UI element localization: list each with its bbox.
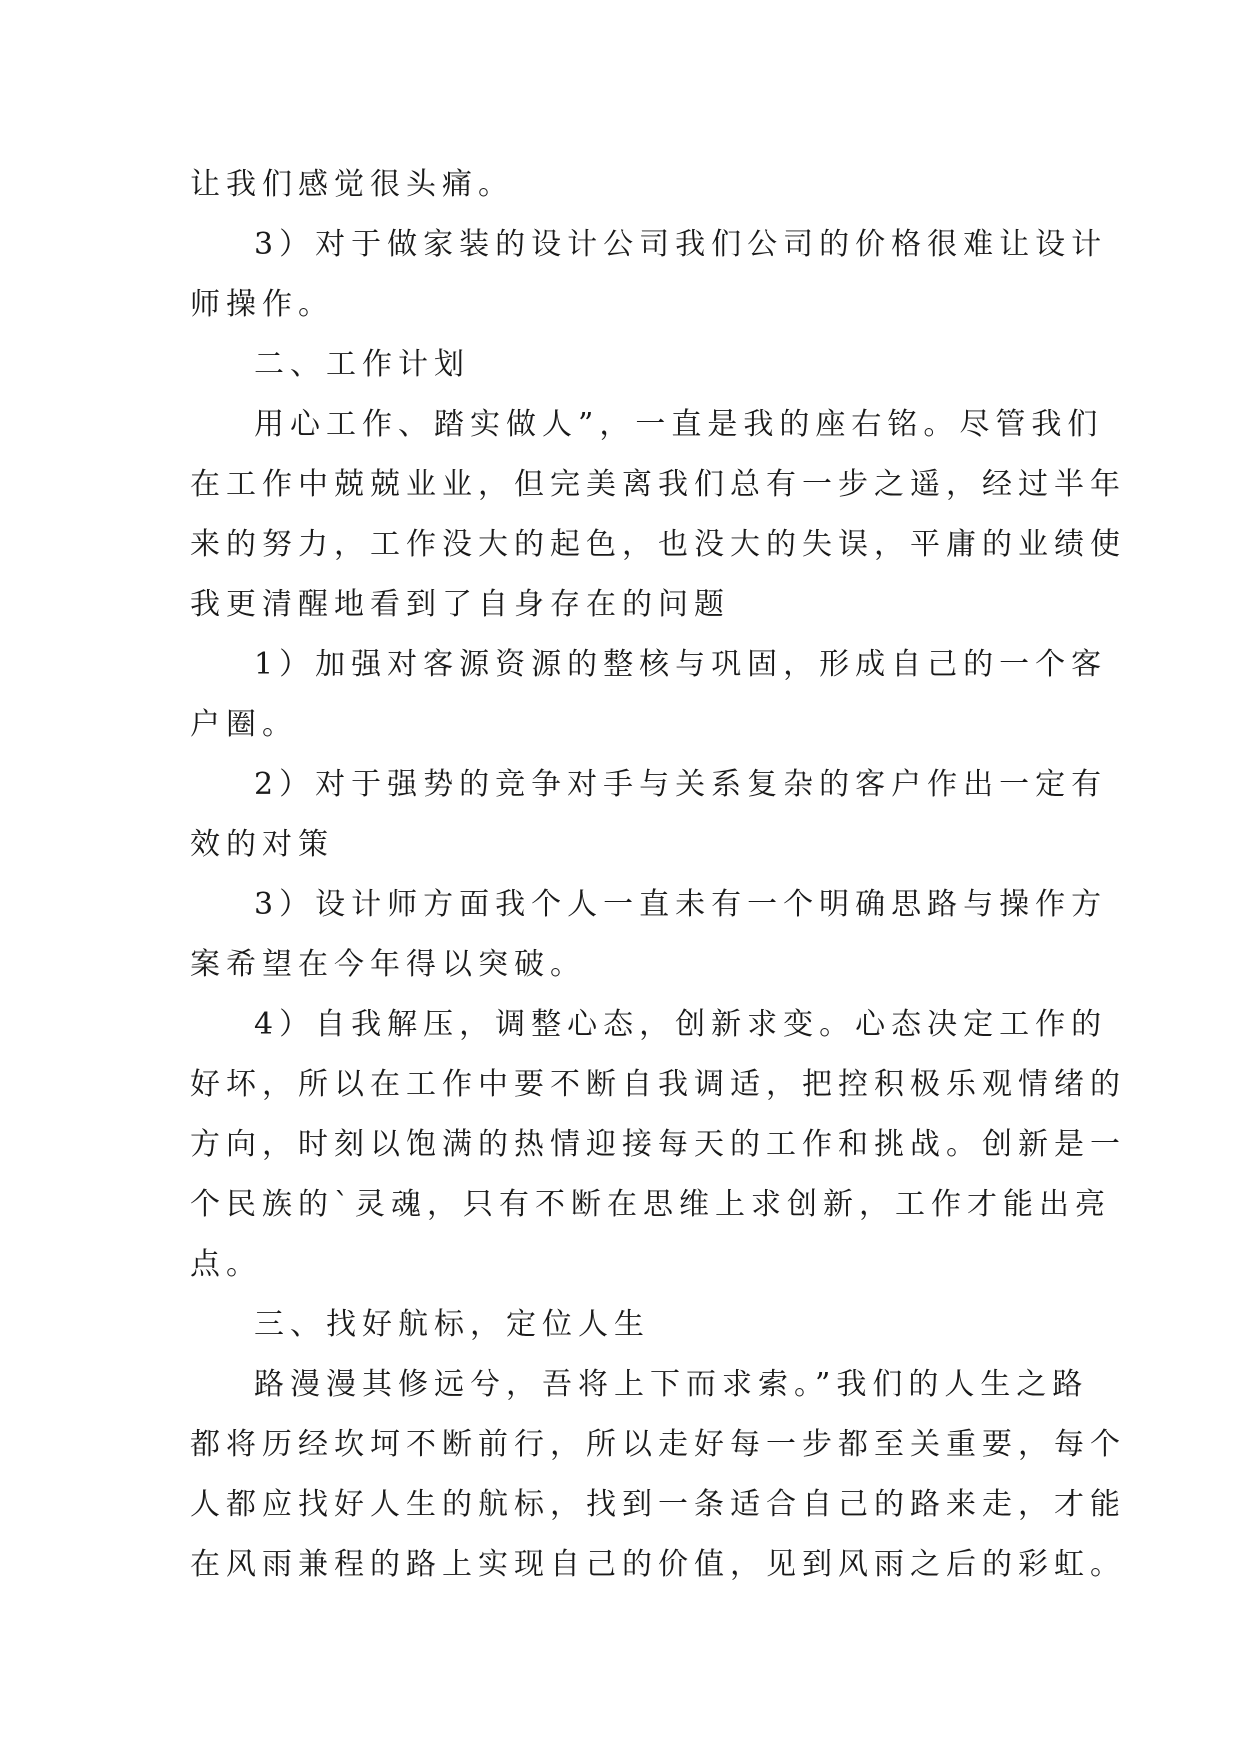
text-line: 在风雨兼程的路上实现自己的价值，见到风雨之后的彩虹。 bbox=[190, 1547, 1126, 1582]
text-line: 4）自我解压，调整心态，创新求变。心态决定工作的 bbox=[254, 1007, 1108, 1042]
paragraph bbox=[190, 995, 1126, 1295]
text-line: 案希望在今年得以突破。 bbox=[190, 947, 586, 982]
text-line: 方向，时刻以饱满的热情迎接每天的工作和挑战。创新是一 bbox=[190, 1127, 1126, 1162]
paragraph bbox=[190, 155, 1050, 215]
text-line: 三、找好航标，定位人生 bbox=[254, 1307, 650, 1342]
text-line: 户圈。 bbox=[190, 707, 298, 742]
text-line: 二、工作计划 bbox=[254, 347, 470, 382]
text-line: 我更清醒地看到了自身存在的问题 bbox=[190, 587, 730, 622]
text-line: 点。 bbox=[190, 1247, 262, 1282]
text-line: 2）对于强势的竞争对手与关系复杂的客户作出一定有 bbox=[254, 767, 1108, 802]
document-body bbox=[190, 155, 1126, 1595]
text-line: 3）设计师方面我个人一直未有一个明确思路与操作方 bbox=[254, 887, 1108, 922]
text-line: 好坏，所以在工作中要不断自我调适，把控积极乐观情绪的 bbox=[190, 1067, 1126, 1102]
text-line: 让我们感觉很头痛。 bbox=[190, 167, 514, 202]
text-line: 来的努力，工作没大的起色，也没大的失误，平庸的业绩使 bbox=[190, 527, 1126, 562]
section-heading bbox=[190, 1295, 1050, 1355]
paragraph bbox=[190, 635, 1108, 755]
text-line: 用心工作、踏实做人”，一直是我的座右铭。尽管我们 bbox=[254, 407, 1104, 442]
text-line: 3）对于做家装的设计公司我们公司的价格很难让设计 bbox=[254, 227, 1108, 262]
text-line: 师操作。 bbox=[190, 287, 334, 322]
paragraph bbox=[190, 875, 1108, 995]
text-line: 路漫漫其修远兮，吾将上下而求索。”我们的人生之路 bbox=[254, 1367, 1089, 1402]
text-line: 个民族的`灵魂，只有不断在思维上求创新，工作才能出亮 bbox=[190, 1187, 1111, 1222]
paragraph bbox=[190, 395, 1126, 635]
paragraph bbox=[190, 215, 1108, 335]
text-line: 效的对策 bbox=[190, 827, 334, 862]
text-line: 人都应找好人生的航标，找到一条适合自己的路来走，才能 bbox=[190, 1487, 1126, 1522]
text-line: 1）加强对客源资源的整核与巩固，形成自己的一个客 bbox=[254, 647, 1108, 682]
text-line: 在工作中兢兢业业，但完美离我们总有一步之遥，经过半年 bbox=[190, 467, 1126, 502]
paragraph bbox=[190, 755, 1108, 875]
text-line: 都将历经坎坷不断前行，所以走好每一步都至关重要，每个 bbox=[190, 1427, 1126, 1462]
section-heading bbox=[190, 335, 1050, 395]
paragraph bbox=[190, 1355, 1126, 1595]
